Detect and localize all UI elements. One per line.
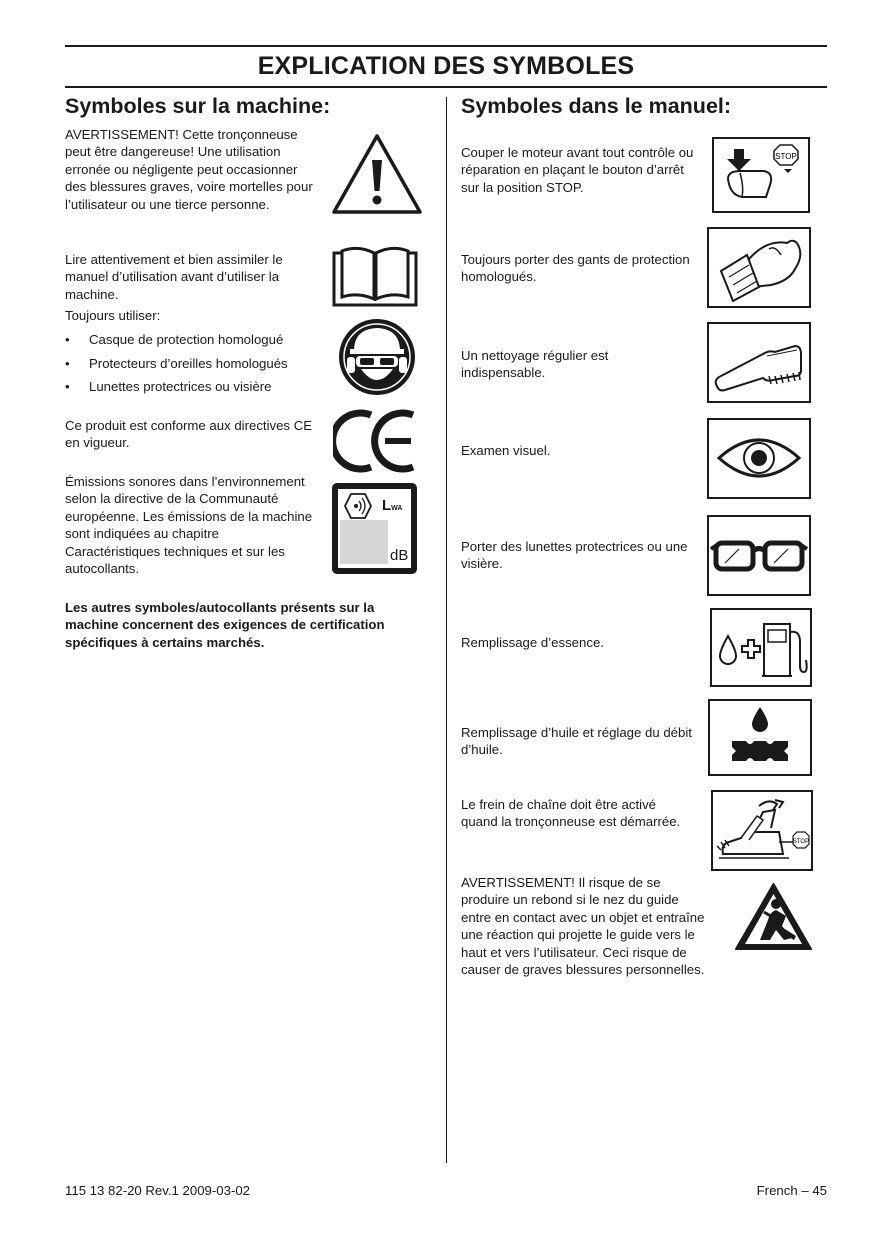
chainsaw-brake-icon xyxy=(713,792,811,869)
noise-emission-label xyxy=(332,483,417,574)
gloves-icon xyxy=(707,227,811,308)
warning-triangle-icon xyxy=(330,133,424,215)
title-underline xyxy=(65,86,827,88)
bullet-char: • xyxy=(65,332,70,347)
goggles-icon xyxy=(707,515,811,596)
stop-engine-text: Couper le moteur avant tout contrôle ou réparation en plaçant le bouton d’arrêt sur la position STOP. xyxy=(461,145,694,195)
doc-reference: 115 13 82-20 Rev.1 2009-03-02 xyxy=(65,1183,251,1198)
page-title: EXPLICATION DES SYMBOLES xyxy=(257,52,635,80)
bullet-goggles xyxy=(65,378,315,395)
eye-icon xyxy=(709,420,809,497)
visual-exam-icon xyxy=(707,418,811,499)
ce-text: Ce produit est conforme aux directives CE en vigueur. xyxy=(65,418,313,451)
glasses-drawing-icon xyxy=(709,517,809,594)
glove-drawing-icon xyxy=(709,229,809,306)
page-number: French – 45 xyxy=(756,1183,827,1198)
bullet-label: Protecteurs d’oreilles homologués xyxy=(89,356,288,371)
fuel-icon xyxy=(710,608,812,687)
cleaning-brush-icon xyxy=(707,322,811,403)
gear-sound-icon xyxy=(343,492,373,520)
value-placeholder xyxy=(340,520,388,564)
other-symbols-text: Les autres symboles/autocollants présents sur la machine concernent des exigences de certification spécifiques à certains marchés. xyxy=(65,600,385,650)
right-heading: Symboles dans le manuel: xyxy=(461,94,732,118)
db-label: dB xyxy=(390,547,409,564)
bullet-ear-protection xyxy=(65,355,315,372)
goggles-text: Porter des lunettes protectrices ou une visière. xyxy=(461,539,688,572)
cleaning-text: Un nettoyage régulier est indispensable. xyxy=(461,348,609,381)
bullet-helmet xyxy=(65,331,315,348)
protective-equipment-icon xyxy=(337,317,417,397)
stop-switch-icon xyxy=(714,139,808,211)
visual-exam-text: Examen visuel. xyxy=(461,443,551,458)
oil-icon xyxy=(708,699,812,776)
noise-emission-text: Émissions sonores dans l’environnement selon la directive de la Communauté européenne. Les émissions de la machine sont indiquées au chapitre Caractéristiques techniques et sur les autocollants. xyxy=(65,474,313,577)
bullet-char: • xyxy=(65,379,70,394)
warning-text: AVERTISSEMENT! Cette tronçonneuse peut être dangereuse! Une utilisation erronée ou négligente peut occasionner des blessures graves, voire mortelles pour l’utilisateur ou une tierce personne. xyxy=(65,127,313,212)
chain-brake-stop-text: STOP xyxy=(792,839,810,845)
fuel-pump-icon xyxy=(712,610,810,685)
stop-engine-icon xyxy=(712,137,810,213)
bullet-char: • xyxy=(65,356,70,371)
lwa-label xyxy=(382,497,402,514)
left-heading: Symboles sur la machine: xyxy=(65,94,331,118)
top-rule xyxy=(65,45,827,47)
lwa-subscript: WA xyxy=(391,505,403,512)
read-manual-text: Lire attentivement et bien assimiler le manuel d’utilisation avant d’utiliser la machine. xyxy=(65,252,283,302)
kickback-warning-text: AVERTISSEMENT! Il risque de se produire un rebond si le nez du guide entre en contact avec un objet et entraîne une réaction qui projette le guide vers le haut et vers l’utilisateur. Ceci risque de causer de graves blessures personnelles. xyxy=(461,875,705,978)
stop-sign-text: STOP xyxy=(775,152,797,161)
open-book-icon xyxy=(332,245,418,307)
oil-drop-chain-icon xyxy=(710,701,810,774)
column-divider xyxy=(446,97,447,1163)
brush-drawing-icon xyxy=(709,324,809,401)
chain-brake-icon xyxy=(711,790,813,871)
chain-brake-text: Le frein de chaîne doit être activé quand la tronçonneuse est démarrée. xyxy=(461,797,681,830)
lwa-letter: L xyxy=(382,497,392,514)
bullet-label: Casque de protection homologué xyxy=(89,332,284,347)
ce-mark-icon xyxy=(333,409,419,473)
gloves-text: Toujours porter des gants de protection homologués. xyxy=(461,252,690,285)
fuel-text: Remplissage d’essence. xyxy=(461,635,604,650)
kickback-warning-icon xyxy=(734,882,813,952)
oil-text: Remplissage d’huile et réglage du débit d’huile. xyxy=(461,725,692,758)
bullet-label: Lunettes protectrices ou visière xyxy=(89,379,272,394)
always-use-label: Toujours utiliser: xyxy=(65,308,161,323)
